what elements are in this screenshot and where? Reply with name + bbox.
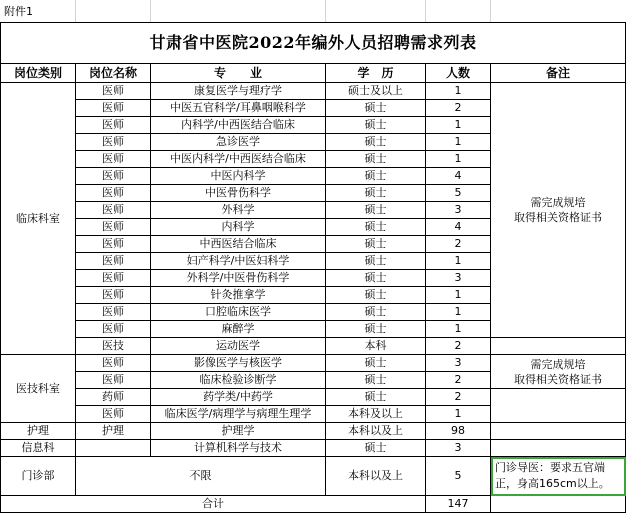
count-cell: 3 <box>426 270 491 287</box>
remark-line: 需完成规培 <box>530 357 586 371</box>
major-cell: 中医内科学/中西医结合临床 <box>151 151 326 168</box>
major-cell: 影像医学与核医学 <box>151 355 326 372</box>
position-cell: 医师 <box>76 100 151 117</box>
major-cell: 计算机科学与技术 <box>151 440 326 457</box>
remark-line: 取得相关资格证书 <box>514 372 602 386</box>
count-cell: 2 <box>426 338 491 355</box>
attachment-label: 附件1 <box>4 5 33 18</box>
count-cell: 1 <box>426 406 491 423</box>
position-cell: 医师 <box>76 219 151 236</box>
education-cell: 硕士 <box>326 100 426 117</box>
position-cell: 护理 <box>76 423 151 440</box>
empty-remark-cell <box>491 496 626 513</box>
table-row <box>1 423 626 440</box>
table-row <box>1 440 626 457</box>
remark-line: 取得相关资格证书 <box>514 211 602 224</box>
table-row <box>1 338 626 355</box>
empty-remark-cell <box>491 338 626 355</box>
education-cell: 硕士 <box>326 287 426 304</box>
empty-remark-cell <box>491 389 626 423</box>
education-cell: 硕士 <box>326 236 426 253</box>
table-row <box>1 83 626 100</box>
major-cell: 运动医学 <box>151 338 326 355</box>
count-cell: 2 <box>426 389 491 406</box>
major-cell: 内科学 <box>151 219 326 236</box>
remark-line: 需完成规培 <box>530 196 586 209</box>
major-cell: 急诊医学 <box>151 134 326 151</box>
education-cell: 硕士 <box>326 202 426 219</box>
position-cell: 医师 <box>76 236 151 253</box>
education-cell: 硕士 <box>326 355 426 372</box>
major-cell: 不限 <box>76 457 326 496</box>
major-cell: 临床医学/病理学与病理生理学 <box>151 406 326 423</box>
count-cell: 4 <box>426 168 491 185</box>
header-education: 学 历 <box>326 64 426 83</box>
position-cell: 医师 <box>76 253 151 270</box>
count-cell: 1 <box>426 151 491 168</box>
count-cell: 2 <box>426 236 491 253</box>
education-cell: 硕士 <box>326 185 426 202</box>
major-cell: 内科学/中西医结合临床 <box>151 117 326 134</box>
total-count: 147 <box>426 496 491 513</box>
special-remark-cell: 门诊导医：要求五官端正，身高165cm以上。 <box>491 457 626 496</box>
table-row <box>1 389 626 406</box>
position-cell: 医师 <box>76 372 151 389</box>
position-cell: 医师 <box>76 270 151 287</box>
major-cell: 口腔临床医学 <box>151 304 326 321</box>
education-cell: 硕士 <box>326 151 426 168</box>
remark-cell <box>491 83 626 338</box>
position-cell: 医师 <box>76 83 151 100</box>
count-cell: 1 <box>426 321 491 338</box>
education-cell: 硕士 <box>326 134 426 151</box>
major-cell: 中医内科学 <box>151 168 326 185</box>
major-cell: 护理学 <box>151 423 326 440</box>
position-cell: 医师 <box>76 117 151 134</box>
education-cell: 硕士 <box>326 440 426 457</box>
count-cell: 4 <box>426 219 491 236</box>
education-cell: 硕士 <box>326 270 426 287</box>
position-cell: 医师 <box>76 134 151 151</box>
count-cell: 2 <box>426 100 491 117</box>
education-cell: 本科以及上 <box>326 457 426 496</box>
education-cell: 硕士 <box>326 168 426 185</box>
education-cell: 硕士及以上 <box>326 83 426 100</box>
count-cell: 1 <box>426 253 491 270</box>
attachment-row <box>0 0 625 23</box>
count-cell: 1 <box>426 83 491 100</box>
count-cell: 1 <box>426 117 491 134</box>
count-cell: 2 <box>426 372 491 389</box>
education-cell: 硕士 <box>326 117 426 134</box>
empty-remark-cell <box>491 440 626 457</box>
major-cell: 中医骨伤科学 <box>151 185 326 202</box>
recruitment-table <box>0 22 626 513</box>
position-cell: 医师 <box>76 406 151 423</box>
header-remarks: 备注 <box>491 64 626 83</box>
count-cell: 98 <box>426 423 491 440</box>
major-cell: 妇产科学/中医妇科学 <box>151 253 326 270</box>
category-cell: 信息科 <box>1 440 76 457</box>
count-cell: 1 <box>426 287 491 304</box>
category-cell: 临床科室 <box>1 83 76 355</box>
empty-remark-cell <box>491 423 626 440</box>
position-cell: 医师 <box>76 151 151 168</box>
major-cell: 麻醉学 <box>151 321 326 338</box>
position-cell: 医师 <box>76 304 151 321</box>
education-cell: 本科以及上 <box>326 423 426 440</box>
position-cell: 医师 <box>76 168 151 185</box>
position-cell: 药师 <box>76 389 151 406</box>
total-label: 合计 <box>1 496 426 513</box>
education-cell: 本科 <box>326 338 426 355</box>
major-cell: 康复医学与理疗学 <box>151 83 326 100</box>
position-cell <box>76 440 151 457</box>
position-cell: 医师 <box>76 185 151 202</box>
count-cell: 3 <box>426 355 491 372</box>
count-cell: 3 <box>426 440 491 457</box>
education-cell: 硕士 <box>326 219 426 236</box>
total-row <box>1 496 626 513</box>
major-cell: 针灸推拿学 <box>151 287 326 304</box>
count-cell: 5 <box>426 185 491 202</box>
position-cell: 医师 <box>76 321 151 338</box>
position-cell: 医师 <box>76 202 151 219</box>
position-cell: 医技 <box>76 338 151 355</box>
count-cell: 3 <box>426 202 491 219</box>
header-position: 岗位名称 <box>76 64 151 83</box>
education-cell: 硕士 <box>326 372 426 389</box>
table-row <box>1 457 626 496</box>
education-cell: 硕士 <box>326 253 426 270</box>
category-cell: 护理 <box>1 423 76 440</box>
education-cell: 硕士 <box>326 304 426 321</box>
table-title: 甘肃省中医院2022年编外人员招聘需求列表 <box>1 23 626 64</box>
major-cell: 药学类/中药学 <box>151 389 326 406</box>
header-major: 专 业 <box>151 64 326 83</box>
position-cell: 医师 <box>76 287 151 304</box>
header-category: 岗位类别 <box>1 64 76 83</box>
position-cell: 医师 <box>76 355 151 372</box>
major-cell: 外科学 <box>151 202 326 219</box>
major-cell: 外科学/中医骨伤科学 <box>151 270 326 287</box>
major-cell: 中西医结合临床 <box>151 236 326 253</box>
count-cell: 1 <box>426 134 491 151</box>
header-count: 人数 <box>426 64 491 83</box>
remark-cell <box>491 355 626 389</box>
category-cell: 医技科室 <box>1 355 76 423</box>
major-cell: 临床检验诊断学 <box>151 372 326 389</box>
category-cell: 门诊部 <box>1 457 76 496</box>
education-cell: 硕士 <box>326 321 426 338</box>
count-cell: 5 <box>426 457 491 496</box>
education-cell: 本科及以上 <box>326 406 426 423</box>
count-cell: 1 <box>426 304 491 321</box>
major-cell: 中医五官科学/耳鼻咽喉科学 <box>151 100 326 117</box>
table-row <box>1 355 626 372</box>
education-cell: 硕士 <box>326 389 426 406</box>
